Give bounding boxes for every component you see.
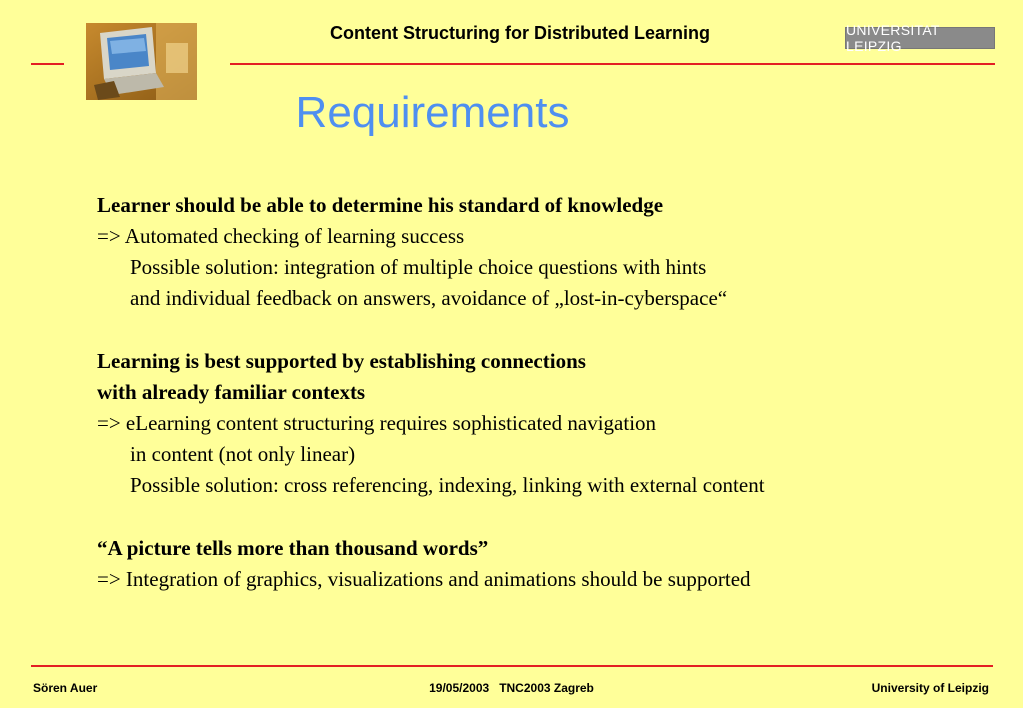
section-2-detail-line: in content (not only linear) [130, 442, 356, 466]
section-1-heading: Learner should be able to determine his standard of knowledge [97, 193, 664, 217]
footer-event: TNC2003 Zagreb [499, 681, 594, 695]
section-2-heading: Learning is best supported by establishing connections [97, 349, 586, 373]
section-2-detail-line: Possible solution: cross referencing, indexing, linking with external content [130, 473, 765, 497]
presentation-title: Content Structuring for Distributed Learning [330, 23, 710, 43]
section-1-detail-line: Possible solution: integration of multiple choice questions with hints [130, 255, 707, 279]
section-3-arrow-line: => Integration of graphics, visualizations and animations should be supported [97, 567, 751, 591]
slide-body [97, 190, 997, 595]
header-rule-left [31, 63, 64, 65]
slide-title: Requirements [295, 88, 570, 137]
footer-university: University of Leipzig [871, 681, 989, 695]
footer-date: 19/05/2003 [429, 681, 490, 695]
section-1-arrow-line: => Automated checking of learning success [97, 224, 465, 248]
footer-rule [31, 665, 993, 667]
footer-date-event [0, 681, 1023, 695]
section-2-arrow-line: => eLearning content structuring requires sophisticated navigation [97, 411, 657, 435]
footer-author: Sören Auer [33, 681, 98, 695]
section-1-detail-line: and individual feedback on answers, avoidance of „lost-in-cyberspace“ [130, 286, 728, 310]
section-2-heading-cont: with already familiar contexts [97, 380, 366, 404]
header-rule-right [230, 63, 995, 65]
section-3-heading: “A picture tells more than thousand words” [97, 536, 489, 560]
university-logo: UNIVERSITAT LEIPZIG [845, 27, 995, 49]
